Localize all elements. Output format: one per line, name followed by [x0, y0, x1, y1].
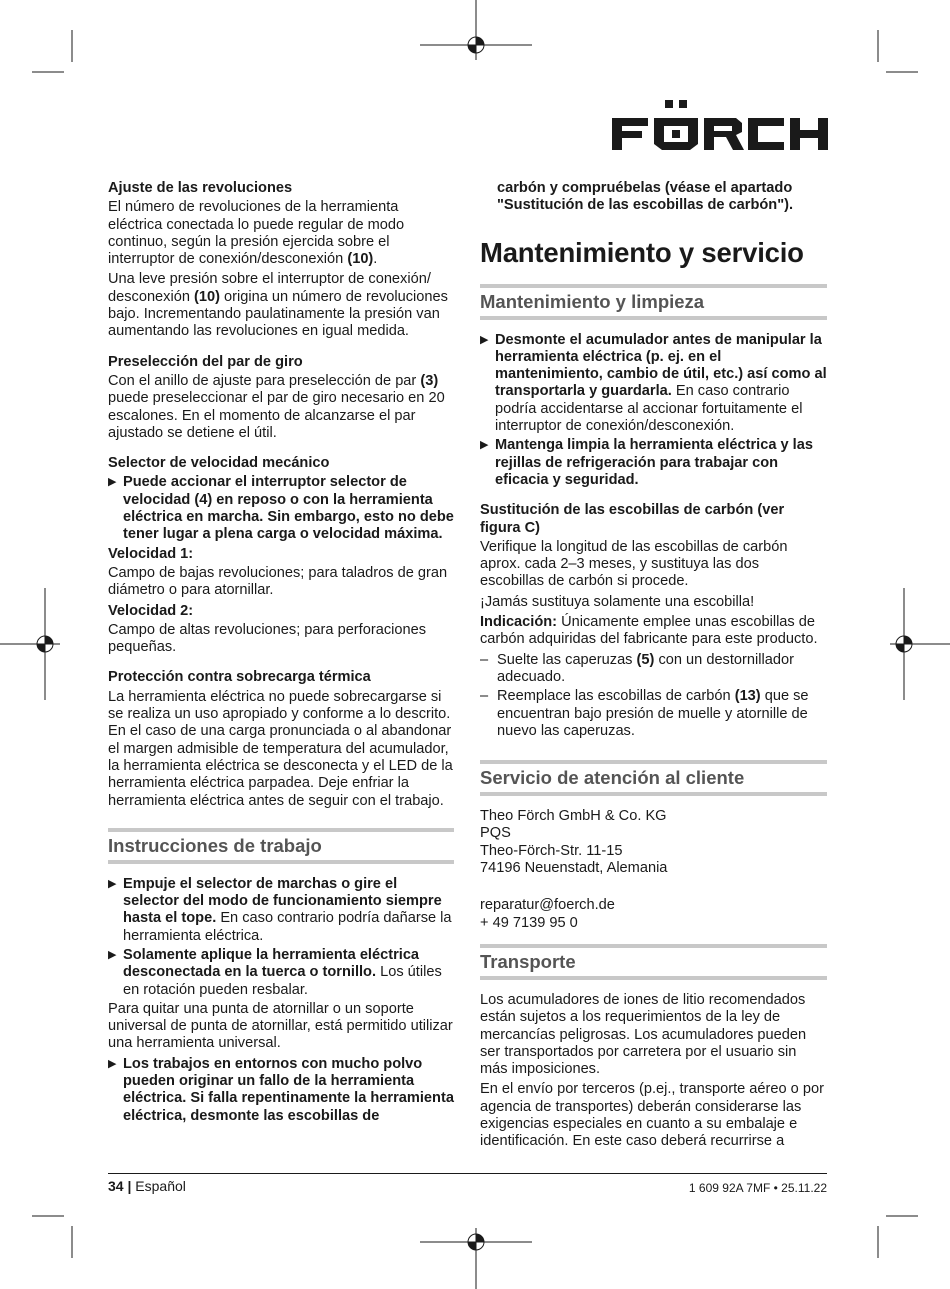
address-line: 74196 Neuenstadt, Alemania — [480, 860, 668, 877]
phone-number: + 49 7139 95 0 — [480, 914, 578, 931]
paragraph: Campo de bajas revoluciones; para taladros de gran diámetro o para atornillar. — [108, 564, 448, 599]
triangle-bullet-icon: ▶ — [108, 476, 117, 489]
section-heading: Selector de velocidad mecánico — [108, 455, 330, 472]
dash-item: – Reemplace las escobillas de carbón (13) que se encuentran bajo presión de muelle y atornille de nuevo las caperuzas. — [480, 688, 809, 739]
dash-item: – Suelte las caperuzas (5) con un destornillador adecuado. — [480, 651, 794, 685]
paragraph: Con el anillo de ajuste para preselección de par (3) puede preseleccionar el par de giro necesario en 20 escalones. En el momento de alcanzarse el par ajustado se detiene el útil. — [108, 372, 445, 441]
triangle-bullet-icon: ▶ — [108, 877, 117, 890]
left-column — [108, 180, 454, 1127]
paragraph: El número de revoluciones de la herramienta eléctrica conectada lo puede regular de modo continuo, según la presión ejercida sobre el interruptor de conexión/desconexión (10). — [108, 199, 405, 268]
address-line: Theo-Förch-Str. 11-15 — [480, 842, 623, 859]
section-title-transport: Transporte — [480, 944, 827, 980]
continued-bullet-text: carbón y compruébelas (véase el apartado "Sustitución de las escobillas de carbón"). — [497, 180, 794, 214]
bullet-item: ▶ Empuje el selector de marchas o gire el selector del modo de funcionamiento siempre hasta el tope. En caso contrario podría dañarse la herramienta eléctrica. — [108, 875, 452, 944]
note-paragraph: Indicación: Únicamente emplee unas escobillas de carbón adquiridas del fabricante para este producto. — [480, 614, 818, 648]
address-line: PQS — [480, 825, 511, 842]
foerch-logo — [612, 100, 828, 152]
paragraph: ¡Jamás sustituya solamente una escobilla! — [480, 593, 755, 610]
bullet-item: ▶ Los trabajos en entornos con mucho polvo pueden originar un fallo de la herramienta eléctrica. Si falla repentinamente la herramienta eléctrica, desmonte las escobillas de — [108, 1055, 454, 1124]
bullet-item: ▶ Solamente aplique la herramienta eléctrica desconectada en la tuerca o tornillo. Los útiles en rotación pueden resbalar. — [108, 946, 442, 998]
dash-bullet: – — [480, 688, 489, 705]
paragraph: En el envío por terceros (p.ej., transporte aéreo o por agencia de transportes) deberán considerarse las exigencias especiales en cuanto a su embalaje e identificación. En este caso deberá recurrirse a — [480, 1081, 824, 1150]
bullet-item: ▶ Puede accionar el interruptor selector de velocidad (4) en reposo o con la herramienta eléctrica en marcha. Sin embargo, esto no debe tener lugar a plena carga o velocidad máxima. — [108, 474, 454, 543]
email-address: reparatur@foerch.de — [480, 897, 615, 914]
subheading: Velocidad 2: — [108, 602, 194, 619]
dash-bullet: – — [480, 651, 489, 668]
paragraph: La herramienta eléctrica no puede sobrecargarse si se realiza un uso apropiado y conforme a lo descrito. En el caso de una carga pronunciada o al abandonar el margen admisible de temperatura del acumulador, la herramienta eléctrica se desconecta y el LED de la herramienta eléctrica parpadea. Deje enfriar la herramienta eléctrica antes de seguir con el trabajo. — [108, 688, 453, 809]
chapter-title: Mantenimiento y servicio — [480, 236, 804, 268]
right-column — [480, 180, 827, 1154]
footer-rule — [108, 1173, 827, 1174]
section-title-customer-service: Servicio de atención al cliente — [480, 760, 827, 796]
paragraph: Los acumuladores de iones de litio recomendados están sujetos a los requerimientos de la ley de mercancías peligrosas. Los acumuladores pueden ser transportados por carretera por el usuario sin más imposiciones. — [480, 991, 807, 1078]
footer-page-label — [108, 1178, 186, 1195]
section-title-maintenance: Mantenimiento y limpieza — [480, 284, 827, 320]
triangle-bullet-icon: ▶ — [480, 439, 489, 452]
triangle-bullet-icon: ▶ — [480, 333, 489, 346]
section-heading: Protección contra sobrecarga térmica — [108, 669, 371, 686]
section-title-work-instructions: Instrucciones de trabajo — [108, 828, 454, 864]
section-heading: Ajuste de las revoluciones — [108, 180, 293, 196]
paragraph: Una leve presión sobre el interruptor de conexión/ desconexión (10) origina un número de revoluciones bajo. Incrementando paulatinamente la presión van aumentando las revoluciones en igual medida. — [108, 271, 448, 340]
separator: | — [127, 1178, 132, 1194]
subheading: Velocidad 1: — [108, 545, 194, 562]
page-number: 34 — [108, 1178, 124, 1194]
document-code: 1 609 92A 7MF • 25.11.22 — [688, 1181, 827, 1195]
language-label: Español — [135, 1178, 186, 1194]
paragraph: Verifique la longitud de las escobillas de carbón aprox. cada 2–3 meses, y sustituya las dos escobillas de carbón si procede. — [480, 538, 788, 590]
paragraph: Para quitar una punta de atornillar o un soporte universal de punta de atornillar, está permitido utilizar una herramienta universal. — [108, 1000, 453, 1052]
paragraph: Campo de altas revoluciones; para perforaciones pequeñas. — [108, 621, 426, 656]
address-line: Theo Förch GmbH & Co. KG — [480, 808, 667, 825]
triangle-bullet-icon: ▶ — [108, 1057, 117, 1070]
section-heading: Preselección del par de giro — [108, 353, 303, 370]
bullet-item: ▶ Desmonte el acumulador antes de manipular la herramienta eléctrica (p. ej. en el mantenimiento, cambio de útil, etc.) así como al transportarla y guardarla. En caso contrario podría accidentarse al accionar fortuitamente el interruptor de conexión/desconexión. — [480, 331, 827, 435]
triangle-bullet-icon: ▶ — [108, 948, 117, 961]
bullet-item: ▶ Mantenga limpia la herramienta eléctrica y las rejillas de refrigeración para trabajar con eficacia y seguridad. — [480, 437, 813, 488]
section-heading: Sustitución de las escobillas de carbón (ver figura C) — [480, 502, 785, 536]
